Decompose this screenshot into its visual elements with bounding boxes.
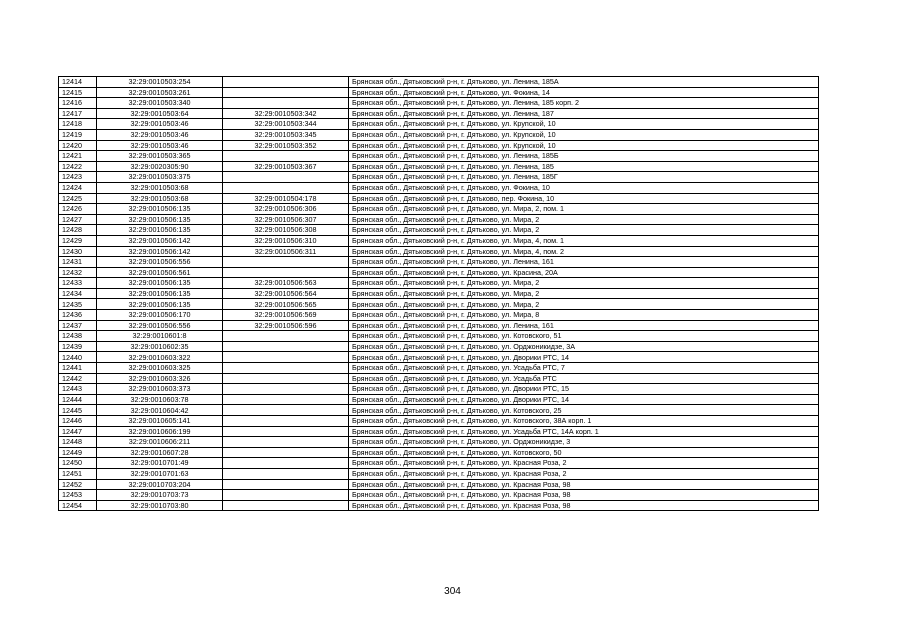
- row-number-cell: 12425: [59, 193, 97, 204]
- land-cadastral-number-cell: 32:29:0010506:556: [97, 320, 223, 331]
- building-cadastral-number-cell: [223, 490, 349, 501]
- table-row: [59, 193, 819, 204]
- address-cell: Брянская обл., Дятьковский р-н, г. Дятьково, ул. Фокина, 10: [349, 182, 819, 193]
- address-cell: Брянская обл., Дятьковский р-н, г. Дятьково, ул. Красная Роза, 98: [349, 490, 819, 501]
- building-cadastral-number-cell: [223, 341, 349, 352]
- building-cadastral-number-cell: 32:29:0010506:310: [223, 235, 349, 246]
- building-cadastral-number-cell: [223, 352, 349, 363]
- land-cadastral-number-cell: 32:29:0010506:170: [97, 310, 223, 321]
- address-cell: Брянская обл., Дятьковский р-н, г. Дятьково, ул. Усадьба РТС: [349, 373, 819, 384]
- address-cell: Брянская обл., Дятьковский р-н, г. Дятьково, ул. Мира, 2: [349, 225, 819, 236]
- row-number-cell: 12441: [59, 363, 97, 374]
- land-cadastral-number-cell: 32:29:0010703:73: [97, 490, 223, 501]
- address-cell: Брянская обл., Дятьковский р-н, г. Дятьково, ул. Ленина, 185Г: [349, 172, 819, 183]
- table-row: [59, 214, 819, 225]
- row-number-cell: 12419: [59, 129, 97, 140]
- land-cadastral-number-cell: 32:29:0010503:46: [97, 119, 223, 130]
- building-cadastral-number-cell: [223, 468, 349, 479]
- address-cell: Брянская обл., Дятьковский р-н, г. Дятьково, ул. Красная Роза, 98: [349, 500, 819, 511]
- building-cadastral-number-cell: 32:29:0010506:596: [223, 320, 349, 331]
- table-row: [59, 278, 819, 289]
- land-cadastral-number-cell: 32:29:0010503:68: [97, 193, 223, 204]
- land-cadastral-number-cell: 32:29:0010503:64: [97, 108, 223, 119]
- table-row: [59, 490, 819, 501]
- building-cadastral-number-cell: [223, 267, 349, 278]
- row-number-cell: 12418: [59, 119, 97, 130]
- table-row: [59, 426, 819, 437]
- land-cadastral-number-cell: 32:29:0010506:135: [97, 225, 223, 236]
- row-number-cell: 12431: [59, 257, 97, 268]
- row-number-cell: 12447: [59, 426, 97, 437]
- building-cadastral-number-cell: [223, 500, 349, 511]
- cadastral-table-body: [59, 77, 819, 511]
- table-row: [59, 182, 819, 193]
- table-row: [59, 204, 819, 215]
- land-cadastral-number-cell: 32:29:0010701:63: [97, 468, 223, 479]
- land-cadastral-number-cell: 32:29:0010701:49: [97, 458, 223, 469]
- building-cadastral-number-cell: [223, 394, 349, 405]
- building-cadastral-number-cell: [223, 363, 349, 374]
- table-row: [59, 108, 819, 119]
- building-cadastral-number-cell: 32:29:0010506:564: [223, 288, 349, 299]
- row-number-cell: 12449: [59, 447, 97, 458]
- table-row: [59, 331, 819, 342]
- table-row: [59, 77, 819, 88]
- address-cell: Брянская обл., Дятьковский р-н, г. Дятьково, ул. Крупской, 10: [349, 140, 819, 151]
- row-number-cell: 12436: [59, 310, 97, 321]
- address-cell: Брянская обл., Дятьковский р-н, г. Дятьково, ул. Ленина, 185Б: [349, 151, 819, 162]
- address-cell: Брянская обл., Дятьковский р-н, г. Дятьково, ул. Котовского, 38А корп. 1: [349, 416, 819, 427]
- land-cadastral-number-cell: 32:29:0010503:340: [97, 98, 223, 109]
- row-number-cell: 12438: [59, 331, 97, 342]
- building-cadastral-number-cell: [223, 87, 349, 98]
- table-row: [59, 172, 819, 183]
- land-cadastral-number-cell: 32:29:0010602:35: [97, 341, 223, 352]
- row-number-cell: 12430: [59, 246, 97, 257]
- table-row: [59, 458, 819, 469]
- land-cadastral-number-cell: 32:29:0010506:135: [97, 278, 223, 289]
- address-cell: Брянская обл., Дятьковский р-н, г. Дятьково, ул. Красина, 20А: [349, 267, 819, 278]
- building-cadastral-number-cell: [223, 447, 349, 458]
- row-number-cell: 12443: [59, 384, 97, 395]
- address-cell: Брянская обл., Дятьковский р-н, г. Дятьково, ул. Ленина, 161: [349, 257, 819, 268]
- building-cadastral-number-cell: 32:29:0010506:307: [223, 214, 349, 225]
- address-cell: Брянская обл., Дятьковский р-н, г. Дятьково, ул. Мира, 2: [349, 214, 819, 225]
- building-cadastral-number-cell: [223, 405, 349, 416]
- table-row: [59, 437, 819, 448]
- land-cadastral-number-cell: 32:29:0010603:326: [97, 373, 223, 384]
- building-cadastral-number-cell: 32:29:0010503:352: [223, 140, 349, 151]
- building-cadastral-number-cell: 32:29:0010503:345: [223, 129, 349, 140]
- table-row: [59, 151, 819, 162]
- land-cadastral-number-cell: 32:29:0010603:322: [97, 352, 223, 363]
- table-row: [59, 119, 819, 130]
- page-number: 304: [444, 586, 461, 597]
- row-number-cell: 12429: [59, 235, 97, 246]
- building-cadastral-number-cell: [223, 416, 349, 427]
- table-row: [59, 384, 819, 395]
- address-cell: Брянская обл., Дятьковский р-н, г. Дятьково, ул. Ленина, 185А: [349, 77, 819, 88]
- row-number-cell: 12432: [59, 267, 97, 278]
- address-cell: Брянская обл., Дятьковский р-н, г. Дятьково, ул. Дворики РТС, 14: [349, 394, 819, 405]
- table-row: [59, 394, 819, 405]
- address-cell: Брянская обл., Дятьковский р-н, г. Дятьково, ул. Мира, 8: [349, 310, 819, 321]
- building-cadastral-number-cell: [223, 77, 349, 88]
- building-cadastral-number-cell: [223, 373, 349, 384]
- table-row: [59, 447, 819, 458]
- row-number-cell: 12434: [59, 288, 97, 299]
- building-cadastral-number-cell: [223, 257, 349, 268]
- row-number-cell: 12416: [59, 98, 97, 109]
- land-cadastral-number-cell: 32:29:0010603:78: [97, 394, 223, 405]
- table-row: [59, 500, 819, 511]
- building-cadastral-number-cell: [223, 98, 349, 109]
- building-cadastral-number-cell: [223, 384, 349, 395]
- address-cell: Брянская обл., Дятьковский р-н, г. Дятьково, ул. Ленина, 185 корп. 2: [349, 98, 819, 109]
- table-row: [59, 129, 819, 140]
- land-cadastral-number-cell: 32:29:0010503:46: [97, 129, 223, 140]
- land-cadastral-number-cell: 32:29:0010503:46: [97, 140, 223, 151]
- address-cell: Брянская обл., Дятьковский р-н, г. Дятьково, ул. Фокина, 14: [349, 87, 819, 98]
- address-cell: Брянская обл., Дятьковский р-н, г. Дятьково, ул. Ленина, 161: [349, 320, 819, 331]
- row-number-cell: 12444: [59, 394, 97, 405]
- address-cell: Брянская обл., Дятьковский р-н, г. Дятьково, ул. Ленина, 187: [349, 108, 819, 119]
- table-row: [59, 310, 819, 321]
- row-number-cell: 12446: [59, 416, 97, 427]
- land-cadastral-number-cell: 32:29:0010506:142: [97, 246, 223, 257]
- address-cell: Брянская обл., Дятьковский р-н, г. Дятьково, ул. Котовского, 50: [349, 447, 819, 458]
- row-number-cell: 12445: [59, 405, 97, 416]
- row-number-cell: 12424: [59, 182, 97, 193]
- address-cell: Брянская обл., Дятьковский р-н, г. Дятьково, ул. Мира, 4, пом. 1: [349, 235, 819, 246]
- table-row: [59, 479, 819, 490]
- address-cell: Брянская обл., Дятьковский р-н, г. Дятьково, ул. Орджоникидзе, 3А: [349, 341, 819, 352]
- land-cadastral-number-cell: 32:29:0010603:325: [97, 363, 223, 374]
- land-cadastral-number-cell: 32:29:0010506:135: [97, 288, 223, 299]
- address-cell: Брянская обл., Дятьковский р-н, г. Дятьково, ул. Усадьба РТС, 7: [349, 363, 819, 374]
- building-cadastral-number-cell: [223, 172, 349, 183]
- table-row: [59, 225, 819, 236]
- table-row: [59, 405, 819, 416]
- address-cell: Брянская обл., Дятьковский р-н, г. Дятьково, ул. Мира, 2: [349, 288, 819, 299]
- address-cell: Брянская обл., Дятьковский р-н, г. Дятьково, ул. Крупской, 10: [349, 119, 819, 130]
- table-row: [59, 416, 819, 427]
- row-number-cell: 12450: [59, 458, 97, 469]
- land-cadastral-number-cell: 32:29:0010506:142: [97, 235, 223, 246]
- address-cell: Брянская обл., Дятьковский р-н, г. Дятьково, ул. Мира, 2: [349, 299, 819, 310]
- row-number-cell: 12451: [59, 468, 97, 479]
- land-cadastral-number-cell: 32:29:0010503:261: [97, 87, 223, 98]
- land-cadastral-number-cell: 32:29:0010506:135: [97, 204, 223, 215]
- row-number-cell: 12427: [59, 214, 97, 225]
- cadastral-table: [58, 76, 819, 511]
- row-number-cell: 12452: [59, 479, 97, 490]
- table-row: [59, 363, 819, 374]
- land-cadastral-number-cell: 32:29:0010503:365: [97, 151, 223, 162]
- table-row: [59, 341, 819, 352]
- table-row: [59, 161, 819, 172]
- land-cadastral-number-cell: 32:29:0010506:561: [97, 267, 223, 278]
- building-cadastral-number-cell: 32:29:0010503:344: [223, 119, 349, 130]
- address-cell: Брянская обл., Дятьковский р-н, г. Дятьково, ул. Орджоникидзе, 3: [349, 437, 819, 448]
- address-cell: Брянская обл., Дятьковский р-н, г. Дятьково, ул. Мира, 4, пом. 2: [349, 246, 819, 257]
- row-number-cell: 12423: [59, 172, 97, 183]
- table-row: [59, 87, 819, 98]
- table-row: [59, 267, 819, 278]
- address-cell: Брянская обл., Дятьковский р-н, г. Дятьково, ул. Усадьба РТС, 14А корп. 1: [349, 426, 819, 437]
- land-cadastral-number-cell: 32:29:0020305:90: [97, 161, 223, 172]
- land-cadastral-number-cell: 32:29:0010607:28: [97, 447, 223, 458]
- land-cadastral-number-cell: 32:29:0010605:141: [97, 416, 223, 427]
- land-cadastral-number-cell: 32:29:0010703:204: [97, 479, 223, 490]
- address-cell: Брянская обл., Дятьковский р-н, г. Дятьково, ул. Дворики РТС, 15: [349, 384, 819, 395]
- land-cadastral-number-cell: 32:29:0010606:199: [97, 426, 223, 437]
- building-cadastral-number-cell: [223, 182, 349, 193]
- land-cadastral-number-cell: 32:29:0010503:254: [97, 77, 223, 88]
- table-row: [59, 352, 819, 363]
- row-number-cell: 12442: [59, 373, 97, 384]
- address-cell: Брянская обл., Дятьковский р-н, г. Дятьково, ул. Котовского, 25: [349, 405, 819, 416]
- row-number-cell: 12422: [59, 161, 97, 172]
- row-number-cell: 12437: [59, 320, 97, 331]
- row-number-cell: 12417: [59, 108, 97, 119]
- table-row: [59, 235, 819, 246]
- table-row: [59, 140, 819, 151]
- building-cadastral-number-cell: 32:29:0010506:563: [223, 278, 349, 289]
- row-number-cell: 12415: [59, 87, 97, 98]
- address-cell: Брянская обл., Дятьковский р-н, г. Дятьково, ул. Котовского, 51: [349, 331, 819, 342]
- building-cadastral-number-cell: 32:29:0010506:569: [223, 310, 349, 321]
- row-number-cell: 12454: [59, 500, 97, 511]
- address-cell: Брянская обл., Дятьковский р-н, г. Дятьково, ул. Красная Роза, 98: [349, 479, 819, 490]
- table-row: [59, 288, 819, 299]
- row-number-cell: 12421: [59, 151, 97, 162]
- table-row: [59, 320, 819, 331]
- table-row: [59, 98, 819, 109]
- building-cadastral-number-cell: 32:29:0010506:308: [223, 225, 349, 236]
- land-cadastral-number-cell: 32:29:0010603:373: [97, 384, 223, 395]
- row-number-cell: 12428: [59, 225, 97, 236]
- address-cell: Брянская обл., Дятьковский р-н, г. Дятьково, ул. Мира, 2, пом. 1: [349, 204, 819, 215]
- table-row: [59, 257, 819, 268]
- land-cadastral-number-cell: 32:29:0010506:135: [97, 214, 223, 225]
- building-cadastral-number-cell: 32:29:0010503:342: [223, 108, 349, 119]
- building-cadastral-number-cell: [223, 479, 349, 490]
- table-row: [59, 246, 819, 257]
- row-number-cell: 12440: [59, 352, 97, 363]
- building-cadastral-number-cell: [223, 151, 349, 162]
- address-cell: Брянская обл., Дятьковский р-н, г. Дятьково, ул. Красная Роза, 2: [349, 468, 819, 479]
- address-cell: Брянская обл., Дятьковский р-н, г. Дятьково, ул. Мира, 2: [349, 278, 819, 289]
- land-cadastral-number-cell: 32:29:0010703:80: [97, 500, 223, 511]
- land-cadastral-number-cell: 32:29:0010604:42: [97, 405, 223, 416]
- row-number-cell: 12448: [59, 437, 97, 448]
- row-number-cell: 12420: [59, 140, 97, 151]
- address-cell: Брянская обл., Дятьковский р-н, г. Дятьково, пер. Фокина, 10: [349, 193, 819, 204]
- row-number-cell: 12426: [59, 204, 97, 215]
- land-cadastral-number-cell: 32:29:0010503:375: [97, 172, 223, 183]
- address-cell: Брянская обл., Дятьковский р-н, г. Дятьково, ул. Ленина, 185: [349, 161, 819, 172]
- land-cadastral-number-cell: 32:29:0010506:556: [97, 257, 223, 268]
- building-cadastral-number-cell: 32:29:0010506:311: [223, 246, 349, 257]
- building-cadastral-number-cell: 32:29:0010506:306: [223, 204, 349, 215]
- row-number-cell: 12453: [59, 490, 97, 501]
- table-row: [59, 299, 819, 310]
- building-cadastral-number-cell: [223, 331, 349, 342]
- address-cell: Брянская обл., Дятьковский р-н, г. Дятьково, ул. Крупской, 10: [349, 129, 819, 140]
- building-cadastral-number-cell: 32:29:0010506:565: [223, 299, 349, 310]
- row-number-cell: 12414: [59, 77, 97, 88]
- land-cadastral-number-cell: 32:29:0010503:68: [97, 182, 223, 193]
- row-number-cell: 12433: [59, 278, 97, 289]
- table-row: [59, 373, 819, 384]
- building-cadastral-number-cell: 32:29:0010504:178: [223, 193, 349, 204]
- building-cadastral-number-cell: 32:29:0010503:367: [223, 161, 349, 172]
- building-cadastral-number-cell: [223, 458, 349, 469]
- building-cadastral-number-cell: [223, 437, 349, 448]
- table-row: [59, 468, 819, 479]
- land-cadastral-number-cell: 32:29:0010601:8: [97, 331, 223, 342]
- row-number-cell: 12435: [59, 299, 97, 310]
- building-cadastral-number-cell: [223, 426, 349, 437]
- address-cell: Брянская обл., Дятьковский р-н, г. Дятьково, ул. Дворики РТС, 14: [349, 352, 819, 363]
- land-cadastral-number-cell: 32:29:0010606:211: [97, 437, 223, 448]
- land-cadastral-number-cell: 32:29:0010506:135: [97, 299, 223, 310]
- address-cell: Брянская обл., Дятьковский р-н, г. Дятьково, ул. Красная Роза, 2: [349, 458, 819, 469]
- row-number-cell: 12439: [59, 341, 97, 352]
